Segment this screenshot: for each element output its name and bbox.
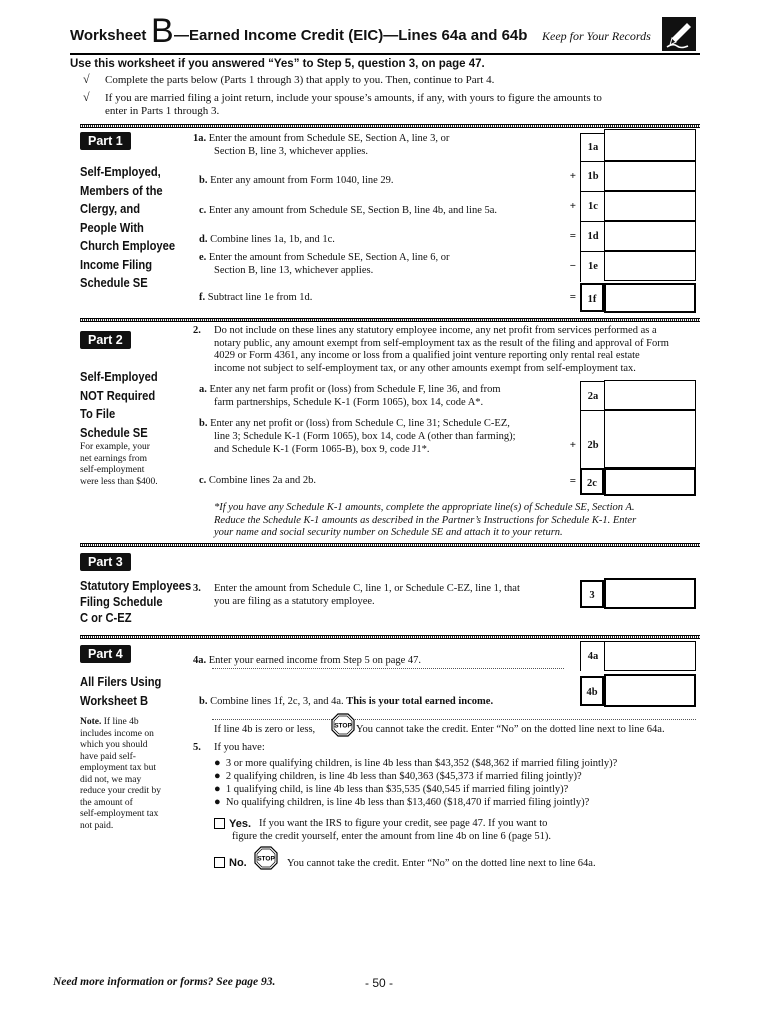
line-text: Enter any amount from Form 1040, line 29. — [210, 175, 394, 186]
label-box-2c: 2c — [580, 468, 604, 495]
bullet-icon: ● — [214, 783, 221, 795]
note-line: includes income on — [80, 728, 154, 739]
footnote-line: Reduce the Schedule K-1 amounts as described in the Partner’s Instructions for Schedule K-1. Enter — [214, 514, 637, 526]
part4-heading — [80, 673, 175, 710]
section-separator — [80, 124, 700, 128]
line-number: d. — [199, 234, 208, 245]
line-number: 3. — [193, 583, 201, 594]
yes-label: Yes. — [229, 818, 252, 830]
line-number: b. — [199, 696, 208, 707]
line-3 — [193, 583, 201, 596]
line-number: b. — [199, 418, 208, 429]
operator-equals: = — [569, 230, 576, 242]
amount-field-4b[interactable] — [604, 674, 696, 707]
zero-text-b: You cannot take the credit. Enter “No” on the dotted line next to line 64a. — [356, 724, 665, 735]
part4-note — [80, 717, 180, 832]
part1-heading-line: Income Filing — [80, 256, 153, 272]
note-line: did not, we may — [80, 774, 142, 785]
stop-sign-text: STOP — [334, 722, 352, 730]
line-text: Enter the amount from Schedule SE, Section A, line 3, or — [208, 133, 450, 144]
part2-note — [80, 442, 158, 488]
no-label: No. — [229, 857, 247, 869]
footer-info: Need more information or forms? See page 93. — [53, 976, 276, 988]
label-box-1e: 1e — [580, 251, 605, 282]
operator-plus: + — [569, 200, 576, 212]
part2-heading-line: NOT Required — [80, 387, 156, 403]
label-box-4a: 4a — [580, 641, 605, 671]
line-number: e. — [199, 252, 207, 263]
text-line: Enter the amount from Schedule C, line 1, or Schedule C-EZ, line 1, that — [214, 583, 520, 594]
part4-heading-line: All Filers Using — [80, 674, 162, 689]
label-box-1a: 1a — [580, 133, 605, 162]
bullet-icon: ● — [214, 770, 221, 782]
line-2a-cont: farm partnerships, Schedule K-1 (Form 1065), box 14, code A*. — [214, 397, 484, 408]
label-box-1d: 1d — [580, 221, 605, 252]
worksheet-title: —Earned Income Credit (EIC)—Lines 64a and 64b — [174, 27, 528, 44]
line-text-bold: This is your total earned income. — [346, 696, 494, 707]
line-text: Combine lines 1f, 2c, 3, and 4a. — [210, 696, 344, 707]
note-line: which you should — [80, 740, 148, 750]
line-1a-cont: Section B, line 3, whichever applies. — [214, 146, 368, 157]
line-1a — [193, 133, 449, 146]
label-box-3: 3 — [580, 580, 604, 608]
line-2b — [199, 418, 510, 431]
text-line: 4029 or Form 4361, any income or loss from a qualified joint venture reporting only rental real estate — [214, 350, 640, 361]
line-1e — [199, 252, 450, 265]
line-number: c. — [199, 205, 207, 216]
section-separator — [80, 543, 700, 547]
note-line: reduce your credit by — [80, 786, 161, 796]
amount-field-3[interactable] — [604, 578, 696, 609]
line-4a — [193, 655, 421, 668]
line-1f — [199, 292, 312, 305]
label-box-4b: 4b — [580, 676, 604, 706]
line-text: Combine lines 1a, 1b, and 1c. — [210, 234, 335, 245]
amount-field-1c[interactable] — [604, 191, 696, 221]
line-text: Enter the amount from Schedule SE, Section A, line 6, or — [208, 252, 450, 263]
condition-item: 3 or more qualifying children, is line 4b less than $43,352 ($48,362 if married filing jointly)? — [225, 758, 618, 769]
line-number: 2. — [193, 325, 201, 336]
zero-text-a: If line 4b is zero or less, — [214, 724, 316, 735]
intro-bullet-1: Complete the parts below (Parts 1 through 3) that apply to you. Then, continue to Part 4. — [105, 74, 495, 86]
operator-plus: + — [569, 170, 576, 182]
note-line: If line 4b — [103, 717, 139, 727]
part2-tab: Part 2 — [80, 331, 131, 349]
line-text: Enter any amount from Schedule SE, Section B, line 4b, and line 5a. — [208, 205, 498, 216]
label-box-1b: 1b — [580, 161, 605, 192]
part3-heading-line: C or C-EZ — [80, 610, 132, 625]
amount-field-4a[interactable] — [604, 641, 696, 671]
note-line: the amount of — [80, 797, 133, 808]
note-line: self-employment tax — [80, 809, 159, 819]
amount-field-2a[interactable] — [604, 380, 696, 410]
line-number: 5. — [193, 742, 201, 753]
label-box-1c: 1c — [580, 191, 605, 222]
amount-field-1f[interactable] — [604, 283, 696, 313]
header-rule — [70, 53, 700, 55]
line-number: 1a. — [193, 133, 207, 144]
line-number: b. — [199, 175, 208, 186]
section-separator — [80, 635, 700, 639]
label-box-2a: 2a — [580, 381, 605, 411]
stop-sign-icon — [331, 713, 355, 737]
line-2b-cont: line 3; Schedule K-1 (Form 1065), box 14, code A (other than farming); — [214, 431, 516, 442]
note-line: not paid. — [80, 820, 114, 831]
use-worksheet-line: Use this worksheet if you answered “Yes” to Step 5, question 3, on page 47. — [70, 58, 485, 70]
line-number: c. — [199, 475, 207, 486]
line-5 — [193, 742, 201, 755]
part2-heading — [80, 368, 170, 442]
line-text: Enter your earned income from Step 5 on page 47. — [208, 655, 422, 666]
amount-field-1b[interactable] — [604, 161, 696, 191]
note-line: self-employment — [80, 465, 145, 475]
line-text: Combine lines 2a and 2b. — [208, 475, 316, 486]
note-line: For example, your — [80, 442, 150, 452]
check-mark-icon: √ — [83, 90, 90, 104]
part3-heading-line: Filing Schedule — [80, 594, 163, 609]
operator-equals: = — [569, 291, 576, 303]
part1-heading-line: Clergy, and — [80, 201, 141, 216]
line-text: Enter any net profit or (loss) from Schedule C, line 31; Schedule C-EZ, — [210, 418, 510, 429]
text-line: Do not include on these lines any statutory employee income, any net profit from services performed as a — [214, 325, 657, 336]
check-mark-icon: √ — [83, 72, 90, 86]
part1-heading-line: Schedule SE — [80, 275, 148, 290]
part2-heading-line: To File — [80, 406, 116, 421]
part4-heading-line: Worksheet B — [80, 692, 149, 708]
bullet-icon: ● — [214, 796, 221, 808]
pencil-icon — [661, 16, 697, 52]
line-1d — [199, 234, 335, 247]
worksheet-letter: B — [151, 12, 174, 50]
part4-tab: Part 4 — [80, 645, 131, 663]
section-separator — [80, 318, 700, 322]
note-line: employment tax but — [80, 763, 156, 773]
part1-heading-line: Members of the — [80, 182, 163, 198]
line-1c — [199, 205, 497, 218]
no-text: You cannot take the credit. Enter “No” on the dotted line next to line 64a. — [287, 858, 596, 869]
condition-item: 1 qualifying child, is line 4b less than $35,535 ($40,545 if married filing jointly)? — [225, 784, 569, 795]
operator-plus: + — [569, 439, 576, 451]
line-2c — [199, 475, 316, 488]
line-3-text — [214, 583, 520, 608]
condition-list — [214, 757, 617, 809]
line-number: 4a. — [193, 655, 207, 666]
part2-footnote — [214, 502, 636, 540]
line-2a — [199, 384, 501, 397]
part3-tab: Part 3 — [80, 553, 131, 571]
part3-heading-line: Statutory Employees — [80, 578, 192, 593]
keep-for-records: Keep for Your Records — [542, 29, 651, 43]
part3-heading — [80, 578, 209, 626]
label-box-2b: 2b — [580, 410, 605, 469]
line-1b — [199, 175, 394, 188]
part1-tab: Part 1 — [80, 132, 131, 150]
note-line: net earnings from — [80, 453, 148, 464]
line-1e-cont: Section B, line 13, whichever applies. — [214, 265, 374, 276]
label-box-1f: 1f — [580, 283, 604, 312]
amount-field-2c[interactable] — [604, 468, 696, 496]
footnote-line: your name and social security number on Schedule SE and attach it to your return. — [214, 527, 563, 538]
intro-bullet-2a: If you are married filing a joint return, include your spouse’s amounts, if any, with yours to figure the amounts to — [105, 92, 602, 104]
note-line: have paid self- — [80, 751, 136, 762]
line-5-text: If you have: — [214, 742, 265, 753]
no-checkbox[interactable] — [214, 857, 225, 868]
note-label: Note. — [80, 717, 102, 727]
amount-field-2b[interactable] — [604, 410, 696, 468]
worksheet-word: Worksheet — [70, 27, 147, 44]
line-number: a. — [199, 384, 207, 395]
line-2b-cont: and Schedule K-1 (Form 1065-B), box 9, code J1*. — [214, 444, 430, 455]
part1-heading — [80, 163, 191, 293]
operator-minus: − — [569, 260, 576, 272]
intro-bullet-2b: enter in Parts 1 through 3. — [105, 105, 220, 117]
condition-item: No qualifying children, is line 4b less than $13,460 ($18,470 if married filing jointly)? — [225, 797, 590, 808]
amount-field-1e[interactable] — [604, 251, 696, 281]
yes-text-2: figure the credit yourself, enter the amount from line 4b on line 6 (page 51). — [232, 831, 551, 842]
amount-field-1d[interactable] — [604, 221, 696, 251]
line-2-number — [193, 325, 201, 338]
operator-equals: = — [569, 475, 576, 487]
note-line: were less than $400. — [80, 476, 158, 487]
amount-field-1a[interactable] — [604, 129, 696, 161]
stop-sign-icon — [254, 846, 278, 870]
stop-sign-text: STOP — [257, 855, 275, 863]
condition-item: 2 qualifying children, is line 4b less than $40,363 ($45,373 if married filing jointly)? — [225, 771, 582, 782]
line-text: Enter any net farm profit or (loss) from Schedule F, line 36, and from — [209, 384, 501, 395]
text-line: income not subject to self-employment tax, or any other amounts exempt from self-employment tax. — [214, 362, 636, 374]
text-line: notary public, any amount exempt from self-employment tax as the result of the filing and approval of Form — [214, 337, 669, 349]
line-2-text — [214, 325, 669, 375]
line-number: f. — [199, 292, 206, 303]
yes-text-1: If you want the IRS to figure your credit, see page 47. If you want to — [259, 818, 548, 829]
line-text: Subtract line 1e from 1d. — [207, 292, 313, 303]
text-line: you are filing as a statutory employee. — [214, 595, 375, 607]
dotted-rule — [212, 719, 696, 720]
line-4b — [199, 696, 493, 709]
part1-heading-line: People With — [80, 219, 144, 235]
yes-checkbox[interactable] — [214, 818, 225, 829]
bullet-icon: ● — [214, 757, 221, 769]
page-number: - 50 - — [365, 976, 394, 990]
part2-heading-line: Self-Employed — [80, 369, 158, 384]
part1-heading-line: Church Employee — [80, 238, 176, 253]
dotted-leader — [212, 668, 564, 669]
footnote-line: *If you have any Schedule K-1 amounts, complete the appropriate line(s) of Schedule SE, Section A. — [214, 502, 635, 513]
part1-heading-line: Self-Employed, — [80, 164, 161, 179]
part2-heading-line: Schedule SE — [80, 424, 148, 440]
